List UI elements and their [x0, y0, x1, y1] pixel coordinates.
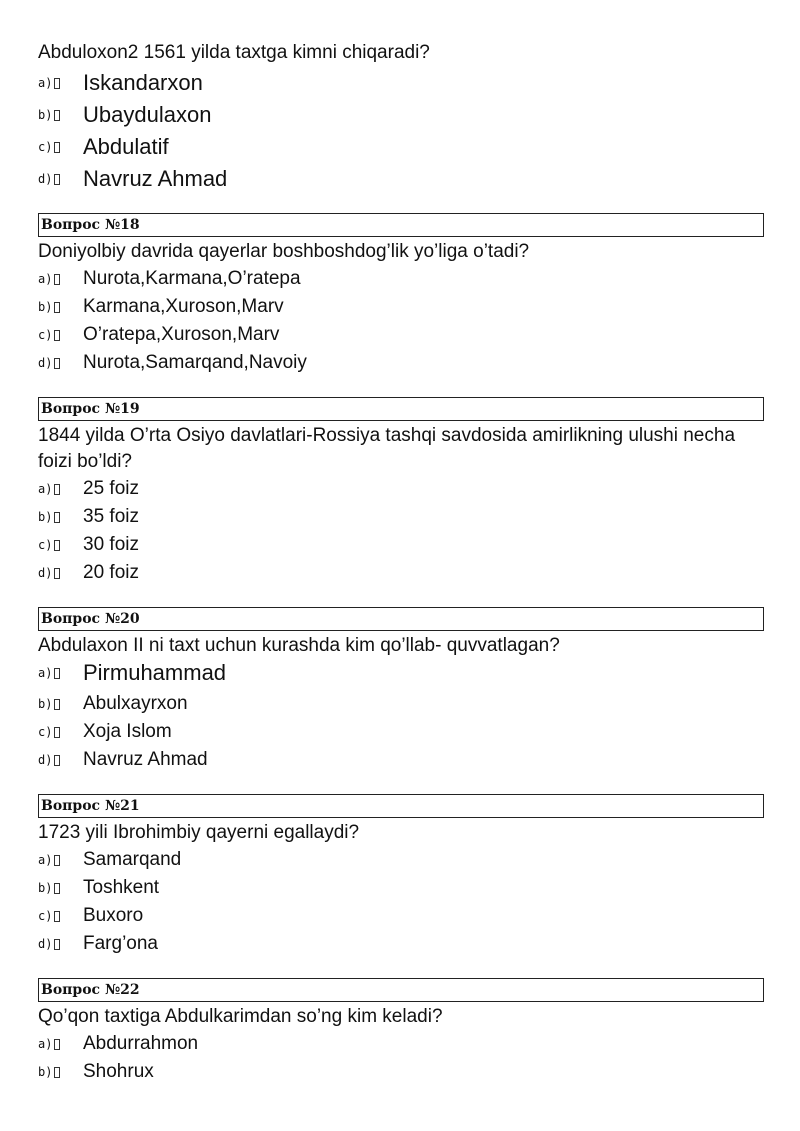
checkbox-icon: [54, 540, 60, 551]
option-marker: c): [38, 140, 83, 154]
option-marker: b): [38, 881, 83, 895]
answer-option-c[interactable]: [38, 531, 139, 559]
option-marker: a): [38, 76, 83, 90]
question-text: Abdulaxon II ni taxt uchun kurashda kim qo’llab- quvvatlagan?: [38, 635, 560, 656]
answer-option-c[interactable]: [38, 133, 169, 161]
checkbox-icon: [54, 484, 60, 495]
answer-option-c[interactable]: [38, 718, 172, 746]
option-marker: a): [38, 272, 83, 286]
answer-option-a[interactable]: [38, 69, 203, 97]
option-marker: a): [38, 853, 83, 867]
checkbox-icon: [54, 911, 60, 922]
option-marker: b): [38, 300, 83, 314]
answer-option-d[interactable]: [38, 746, 208, 774]
option-label: Karmana,Xuroson,Marv: [83, 296, 284, 317]
checkbox-icon: [54, 110, 60, 121]
checkbox-icon: [54, 512, 60, 523]
checkbox-icon: [54, 174, 60, 185]
checkbox-icon: [54, 668, 60, 679]
option-marker: b): [38, 1065, 83, 1079]
answer-option-c[interactable]: [38, 321, 279, 349]
answer-option-a[interactable]: [38, 1030, 198, 1058]
answer-option-b[interactable]: [38, 101, 211, 129]
option-marker: c): [38, 725, 83, 739]
option-marker: d): [38, 356, 83, 370]
option-marker: a): [38, 666, 83, 680]
question-text: 1723 yili Ibrohimbiy qayerni egallaydi?: [38, 822, 360, 843]
option-marker: d): [38, 172, 83, 186]
option-label: Toshkent: [83, 877, 160, 898]
answer-option-b[interactable]: [38, 690, 188, 718]
option-label: Shohrux: [83, 1061, 154, 1082]
option-label: 35 foiz: [83, 506, 139, 527]
question-text-line-2: foizi bo’ldi?: [38, 451, 132, 472]
option-label: Buxoro: [83, 905, 144, 926]
answer-option-d[interactable]: [38, 349, 307, 377]
option-label: Pirmuhammad: [83, 660, 227, 685]
option-label: Samarqand: [83, 849, 182, 870]
checkbox-icon: [54, 727, 60, 738]
option-marker: a): [38, 1037, 83, 1051]
option-marker: c): [38, 328, 83, 342]
checkbox-icon: [54, 883, 60, 894]
option-label: Navruz Ahmad: [83, 749, 208, 770]
question-header: Вопрос №19: [38, 397, 764, 421]
answer-option-b[interactable]: [38, 293, 284, 321]
option-label: Ubaydulaxon: [83, 102, 212, 127]
option-label: O’ratepa,Xuroson,Marv: [83, 324, 280, 345]
option-marker: d): [38, 566, 83, 580]
question-header: Вопрос №18: [38, 213, 764, 237]
option-label: 30 foiz: [83, 534, 139, 555]
answer-option-b[interactable]: [38, 503, 139, 531]
option-label: 25 foiz: [83, 478, 139, 499]
option-label: Abdulatif: [83, 134, 169, 159]
checkbox-icon: [54, 1039, 60, 1050]
answer-option-b[interactable]: [38, 874, 159, 902]
option-label: Abulxayrxon: [83, 693, 188, 714]
checkbox-icon: [54, 568, 60, 579]
checkbox-icon: [54, 358, 60, 369]
option-label: Xoja Islom: [83, 721, 172, 742]
answer-option-a[interactable]: [38, 846, 181, 874]
option-marker: d): [38, 937, 83, 951]
option-label: Farg’ona: [83, 933, 158, 954]
checkbox-icon: [54, 330, 60, 341]
question-text: Abduloxon2 1561 yilda taxtga kimni chiqaradi?: [38, 42, 430, 63]
checkbox-icon: [54, 755, 60, 766]
option-marker: c): [38, 909, 83, 923]
checkbox-icon: [54, 302, 60, 313]
answer-option-a[interactable]: [38, 659, 226, 687]
answer-option-c[interactable]: [38, 902, 143, 930]
option-marker: d): [38, 753, 83, 767]
checkbox-icon: [54, 274, 60, 285]
checkbox-icon: [54, 1067, 60, 1078]
question-header: Вопрос №21: [38, 794, 764, 818]
checkbox-icon: [54, 78, 60, 89]
checkbox-icon: [54, 855, 60, 866]
option-marker: b): [38, 108, 83, 122]
answer-option-d[interactable]: [38, 165, 227, 193]
question-header: Вопрос №22: [38, 978, 764, 1002]
option-label: Abdurrahmon: [83, 1033, 199, 1054]
option-label: Nurota,Samarqand,Navoiy: [83, 352, 307, 373]
option-marker: c): [38, 538, 83, 552]
answer-option-d[interactable]: [38, 559, 139, 587]
answer-option-d[interactable]: [38, 930, 158, 958]
checkbox-icon: [54, 142, 60, 153]
question-text: Qo’qon taxtiga Abdulkarimdan so’ng kim keladi?: [38, 1006, 443, 1027]
option-label: 20 foiz: [83, 562, 139, 583]
answer-option-a[interactable]: [38, 265, 301, 293]
answer-option-a[interactable]: [38, 475, 139, 503]
option-marker: a): [38, 482, 83, 496]
answer-option-b[interactable]: [38, 1058, 154, 1086]
checkbox-icon: [54, 699, 60, 710]
option-label: Nurota,Karmana,O’ratepa: [83, 268, 301, 289]
option-label: Navruz Ahmad: [83, 166, 228, 191]
question-header: Вопрос №20: [38, 607, 764, 631]
question-text: Doniyolbiy davrida qayerlar boshboshdog’lik yo’liga o’tadi?: [38, 241, 530, 262]
option-label: Iskandarxon: [83, 70, 203, 95]
checkbox-icon: [54, 939, 60, 950]
option-marker: b): [38, 510, 83, 524]
option-marker: b): [38, 697, 83, 711]
question-text-line-1: 1844 yilda O’rta Osiyo davlatlari-Rossiya tashqi savdosida amirlikning ulushi necha: [38, 425, 736, 446]
